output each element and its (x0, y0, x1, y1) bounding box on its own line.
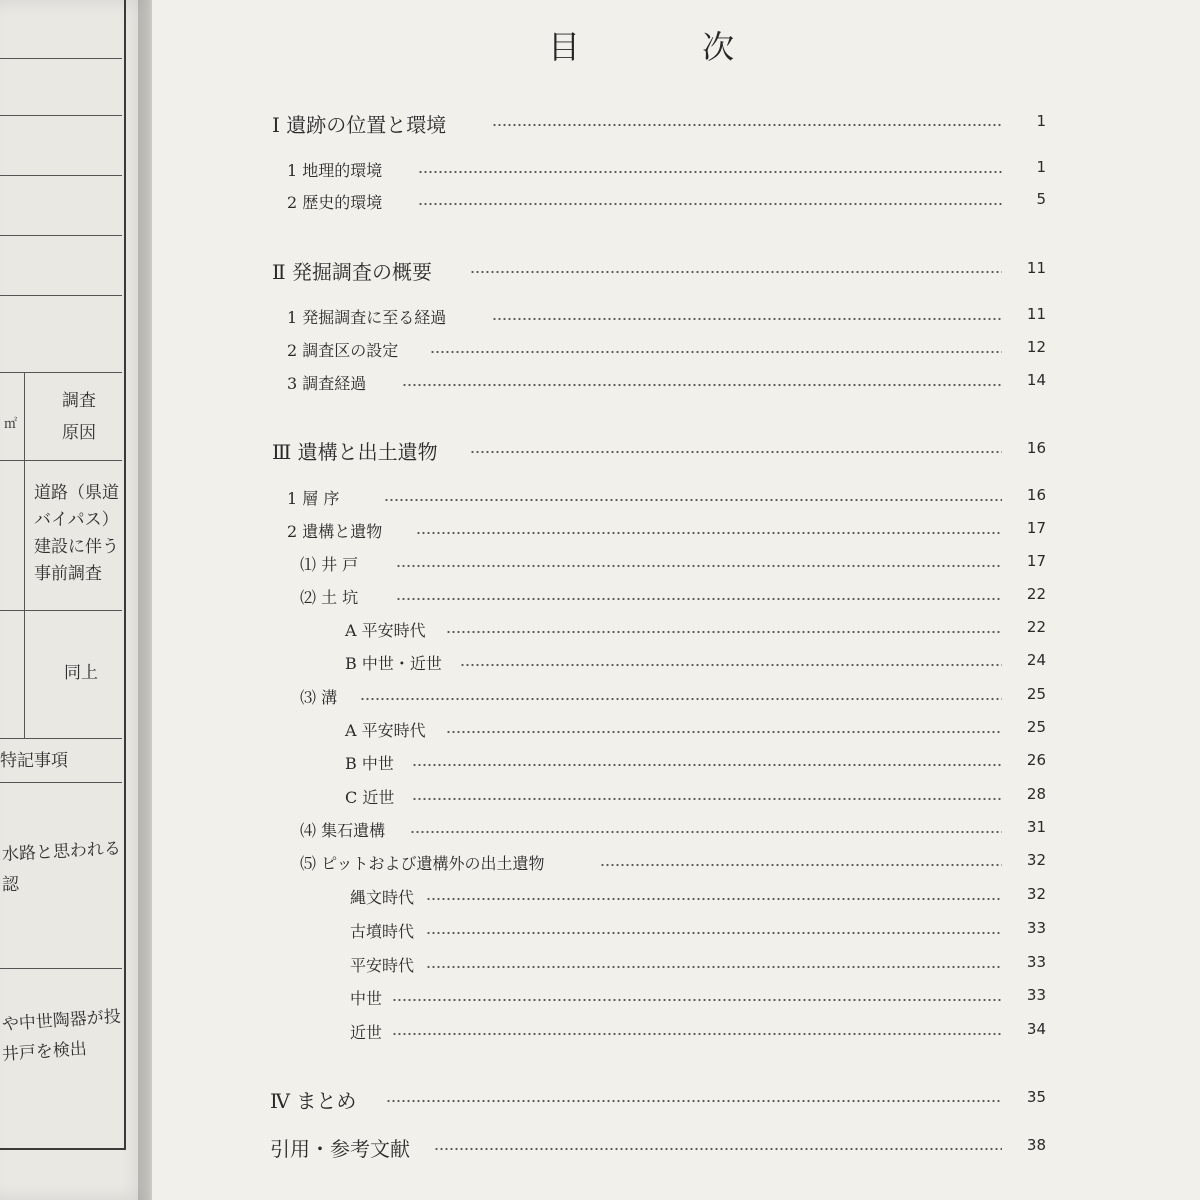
toc-entry (0, 818, 1200, 848)
toc-page-number: 22 (1026, 618, 1046, 636)
toc-page-number: 16 (1026, 439, 1046, 457)
toc-page-number: 32 (1026, 851, 1046, 869)
toc-entry-label: 3 調査経過 (287, 374, 367, 393)
toc-entry (0, 519, 1200, 549)
toc-leader-dots (396, 564, 1002, 568)
toc-page-number: 11 (1026, 305, 1046, 323)
toc-leader-dots (418, 202, 1002, 206)
toc-leader-dots (426, 897, 1002, 901)
toc-entry-label: 2 歴史的環境 (287, 193, 383, 212)
toc-entry-label: ⑷ 集石遺構 (300, 821, 386, 840)
toc-entry (0, 436, 1200, 466)
toc-entry (0, 486, 1200, 516)
toc-page-number: 24 (1026, 651, 1046, 669)
toc-leader-dots (386, 1099, 1002, 1103)
toc-page-number: 1 (1036, 158, 1046, 176)
toc-entry (0, 685, 1200, 715)
toc-page-number: 28 (1026, 785, 1046, 803)
toc-leader-dots (446, 630, 1002, 634)
toc-leader-dots (460, 663, 1002, 667)
left-cell-text: 水路と思われる (1, 838, 122, 865)
toc-entry-label: 縄文時代 (350, 888, 415, 907)
area-unit: ㎡ (4, 417, 18, 432)
table-rule (0, 295, 122, 296)
toc-leader-dots (396, 597, 1002, 601)
left-cell-text: 井戸を検出 (1, 1039, 88, 1065)
toc-entry-label: 2 調査区の設定 (287, 341, 399, 360)
toc-leader-dots (416, 531, 1002, 535)
toc-entry (0, 851, 1200, 881)
toc-entry-label: Ⅰ 遺跡の位置と環境 (272, 113, 447, 137)
toc-entry-label: 2 遺構と遺物 (287, 522, 383, 541)
toc-page-number: 33 (1026, 953, 1046, 971)
toc-entry-label: ⑶ 溝 (300, 688, 338, 707)
left-cell-text: 道路（県道 (34, 483, 119, 503)
toc-page-number: 17 (1026, 519, 1046, 537)
toc-entry-label: ⑸ ピットおよび遺構外の出土遺物 (300, 854, 545, 873)
left-cell-text: 調査 (62, 391, 96, 411)
toc-entry (0, 785, 1200, 815)
toc-entry-label: A 平安時代 (345, 721, 426, 740)
toc-page-number: 33 (1026, 986, 1046, 1004)
toc-entry-label: 近世 (350, 1023, 383, 1042)
toc-leader-dots (470, 450, 1002, 454)
toc-page-number: 22 (1026, 585, 1046, 603)
toc-leader-dots (418, 170, 1002, 174)
toc-leader-dots (470, 270, 1002, 274)
toc-entry (0, 190, 1200, 220)
toc-leader-dots (434, 1147, 1002, 1151)
table-rule (0, 235, 122, 236)
toc-page-number: 25 (1026, 685, 1046, 703)
left-cell-text: 特記事項 (0, 751, 68, 771)
toc-entry-label: ⑵ 土 坑 (300, 588, 359, 607)
toc-entry (0, 919, 1200, 949)
toc-entry-label: C 近世 (345, 788, 395, 807)
toc-page-number: 35 (1026, 1088, 1046, 1106)
toc-entry (0, 718, 1200, 748)
left-cell-text: バイパス） (34, 510, 119, 530)
toc-leader-dots (492, 317, 1002, 321)
toc-leader-dots (412, 763, 1002, 767)
toc-entry-label: Ⅲ 遺構と出土遺物 (272, 440, 438, 464)
toc-entry-label: Ⅳ まとめ (270, 1089, 357, 1113)
toc-entry (0, 585, 1200, 615)
toc-page-number: 25 (1026, 718, 1046, 736)
toc-entry (0, 109, 1200, 139)
toc-page-number: 38 (1026, 1136, 1046, 1154)
toc-entry-label: 中世 (350, 989, 383, 1008)
toc-page-number: 26 (1026, 751, 1046, 769)
toc-entry-label: B 中世・近世 (345, 654, 442, 673)
toc-page-number: 1 (1036, 112, 1046, 130)
toc-entry-label: 平安時代 (350, 956, 415, 975)
toc-leader-dots (412, 797, 1002, 801)
toc-page-number: 16 (1026, 486, 1046, 504)
toc-leader-dots (426, 931, 1002, 935)
toc-leader-dots (384, 498, 1002, 502)
left-cell-text: 同上 (64, 663, 98, 683)
toc-leader-dots (430, 350, 1002, 354)
toc-entry-label: ⑴ 井 戸 (300, 555, 359, 574)
toc-page-number: 11 (1026, 259, 1046, 277)
toc-leader-dots (392, 998, 1002, 1002)
toc-entry (0, 618, 1200, 648)
page-title: 目 次 (548, 28, 791, 66)
table-rule (0, 58, 122, 59)
toc-entry-label: 1 地理的環境 (287, 161, 383, 180)
toc-leader-dots (410, 830, 1002, 834)
toc-entry (0, 986, 1200, 1016)
toc-leader-dots (392, 1032, 1002, 1036)
toc-leader-dots (446, 730, 1002, 734)
toc-leader-dots (492, 123, 1002, 127)
toc-entry-label: B 中世 (345, 754, 394, 773)
toc-entry (0, 338, 1200, 368)
toc-entry (0, 158, 1200, 188)
toc-entry-label: 引用・参考文献 (270, 1137, 410, 1161)
toc-entry-label: 1 層 序 (287, 489, 340, 508)
toc-page-number: 31 (1026, 818, 1046, 836)
toc-page-number: 32 (1026, 885, 1046, 903)
left-cell-text: 建設に伴う (34, 537, 119, 557)
left-cell-text: 認 (2, 875, 19, 895)
toc-entry (0, 953, 1200, 983)
toc-entry (0, 1085, 1200, 1115)
toc-entry-label: Ⅱ 発掘調査の概要 (272, 260, 432, 284)
toc-entry-label: A 平安時代 (345, 621, 426, 640)
toc-entry (0, 371, 1200, 401)
toc-entry (0, 305, 1200, 335)
toc-entry (0, 885, 1200, 915)
left-cell-text: や中世陶器が投 (1, 1006, 122, 1035)
toc-leader-dots (402, 383, 1002, 387)
toc-page-number: 34 (1026, 1020, 1046, 1038)
toc-leader-dots (360, 697, 1002, 701)
toc-entry (0, 751, 1200, 781)
toc-page-number: 12 (1026, 338, 1046, 356)
toc-entry (0, 651, 1200, 681)
toc-entry (0, 256, 1200, 286)
toc-page-number: 14 (1026, 371, 1046, 389)
table-rule (0, 782, 122, 783)
toc-leader-dots (600, 863, 1002, 867)
toc-page-number: 33 (1026, 919, 1046, 937)
toc-entry (0, 1020, 1200, 1050)
toc-entry-label: 古墳時代 (350, 922, 415, 941)
toc-page-number: 17 (1026, 552, 1046, 570)
toc-entry (0, 1133, 1200, 1163)
toc-page-number: 5 (1036, 190, 1046, 208)
toc-leader-dots (426, 965, 1002, 969)
toc-entry (0, 552, 1200, 582)
toc-entry-label: 1 発掘調査に至る経過 (287, 308, 447, 327)
left-cell-text: 原因 (62, 423, 96, 443)
left-cell-text: 事前調査 (34, 564, 102, 584)
